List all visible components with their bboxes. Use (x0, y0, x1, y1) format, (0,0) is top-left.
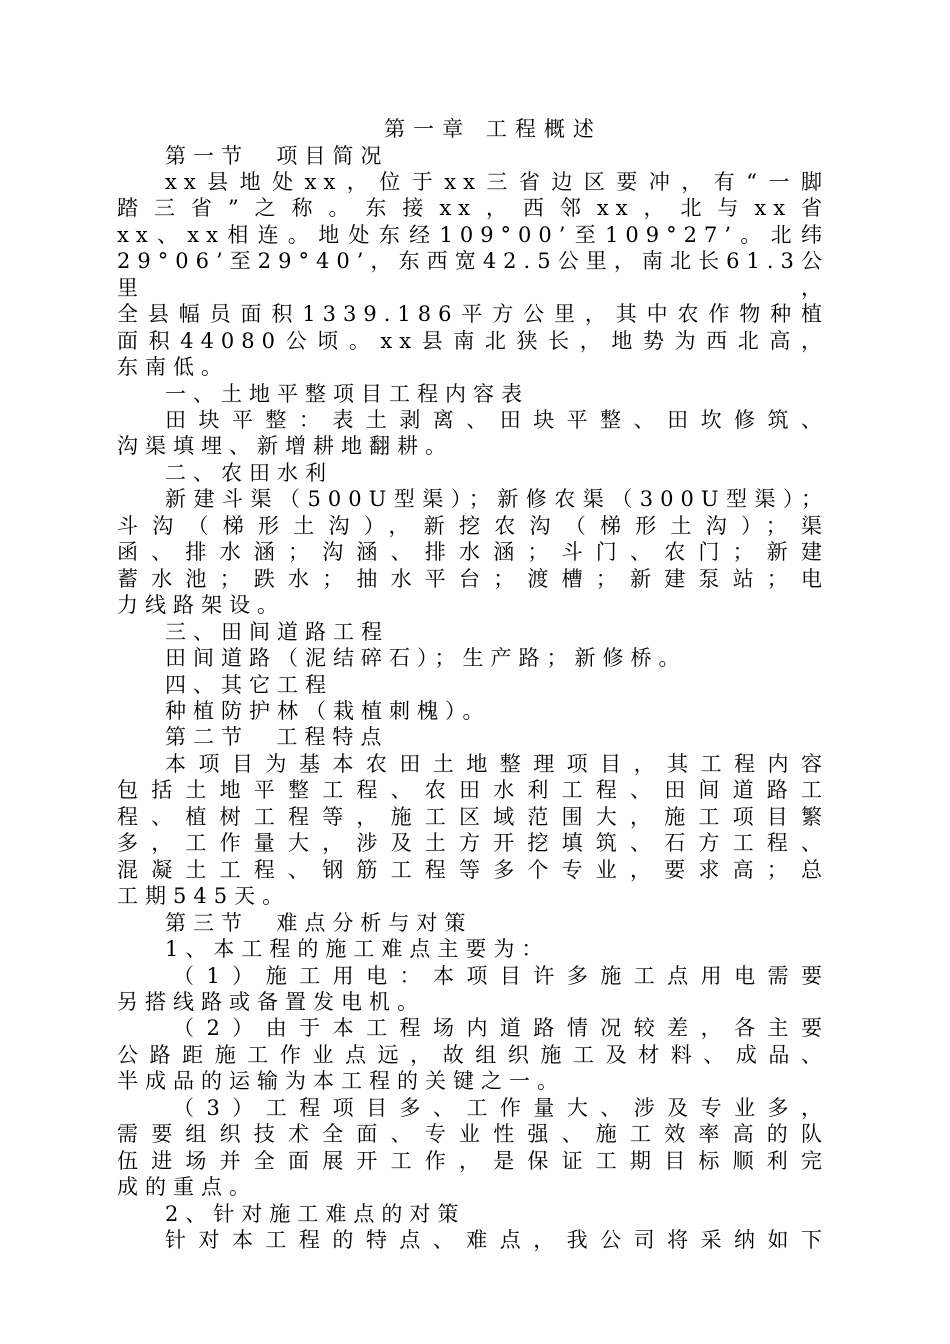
text-line: 伍进场并全面展开工作，是保证工期目标顺利完 (117, 1148, 829, 1173)
text-line: 蓄水池；跌水；抽水平台；渡槽；新建泵站；电 (117, 566, 829, 591)
text-line: 斗沟（梯形土沟），新挖农沟（梯形土沟）；渠 (117, 513, 829, 538)
text-line: 2、针对施工难点的对策 (165, 1201, 466, 1226)
text-line: 种植防护林（栽植刺槐）。 (165, 699, 491, 724)
text-line: 成的重点。 (117, 1175, 257, 1200)
text-line: 新建斗渠（500U型渠）；新修农渠（300U型渠）； (165, 487, 829, 512)
text-line: 东南低。 (117, 355, 229, 380)
text-line: xx县地处xx，位于xx三省边区要冲，有“一脚 (165, 169, 829, 194)
text-line: 二、农田水利 (165, 460, 333, 485)
document-body (117, 143, 829, 1254)
text-line: 踏三省”之称。东接xx，西邻xx，北与xx省 (117, 196, 829, 221)
text-line: 第一节 项目简况 (165, 143, 389, 168)
text-line: 四、其它工程 (165, 672, 333, 697)
text-line: 29°06’至29°40’，东西宽42.5公里，南北长61.3公里， (117, 249, 829, 300)
text-line: 三、田间道路工程 (165, 619, 389, 644)
text-line: 本项目为基本农田土地整理项目，其工程内容 (165, 751, 829, 776)
text-line: （3）工程项目多、工作量大、涉及专业多， (173, 1095, 829, 1120)
text-line: 田间道路（泥结碎石）；生产路；新修桥。 (165, 646, 687, 671)
text-line: 程、植树工程等，施工区域范围大，施工项目繁 (117, 804, 829, 829)
text-line: 1、本工程的施工难点主要为： (165, 937, 550, 962)
text-line: 全县幅员面积1339.186平方公里，其中农作物种植 (117, 302, 829, 327)
text-line: 沟渠填埋、新增耕地翻耕。 (117, 434, 453, 459)
text-line: 另搭线路或备置发电机。 (117, 990, 425, 1014)
text-line: 田块平整：表土剥离、田块平整、田坎修筑、 (165, 408, 829, 433)
text-line: （1）施工用电：本项目许多施工点用电需要 (173, 963, 829, 988)
text-line: 公路距施工作业点远，故组织施工及材料、成品、 (117, 1042, 829, 1067)
text-line: 一、土地平整项目工程内容表 (165, 381, 529, 406)
text-line: 函、排水涵；沟涵、排水涵；斗门、农门；新建 (117, 540, 829, 565)
text-line: 包括土地平整工程、农田水利工程、田间道路工 (117, 778, 829, 803)
text-line: 面积44080公顷。xx县南北狭长，地势为西北高， (117, 328, 829, 353)
text-line: 半成品的运输为本工程的关键之一。 (117, 1069, 565, 1094)
text-line: （2）由于本工程场内道路情况较差，各主要 (173, 1016, 829, 1041)
text-line: 针对本工程的特点、难点，我公司将采纳如下 (165, 1228, 829, 1253)
text-line: 第三节 难点分析与对策 (165, 910, 473, 935)
chapter-title: 第一章 工程概述 (384, 117, 602, 141)
text-line: 第二节 工程特点 (165, 725, 389, 750)
text-line: 混凝土工程、钢筋工程等多个专业，要求高；总 (117, 857, 829, 882)
document-page (117, 116, 829, 1254)
text-line: 力线路架设。 (117, 593, 285, 618)
text-line: xx、xx相连。地处东经109°00’至109°27’。北纬 (117, 222, 829, 247)
text-line: 需要组织技术全面、专业性强、施工效率高的队 (117, 1122, 829, 1147)
text-line: 工期545天。 (117, 884, 291, 909)
text-line: 多，工作量大，涉及土方开挖填筑、石方工程、 (117, 831, 829, 856)
